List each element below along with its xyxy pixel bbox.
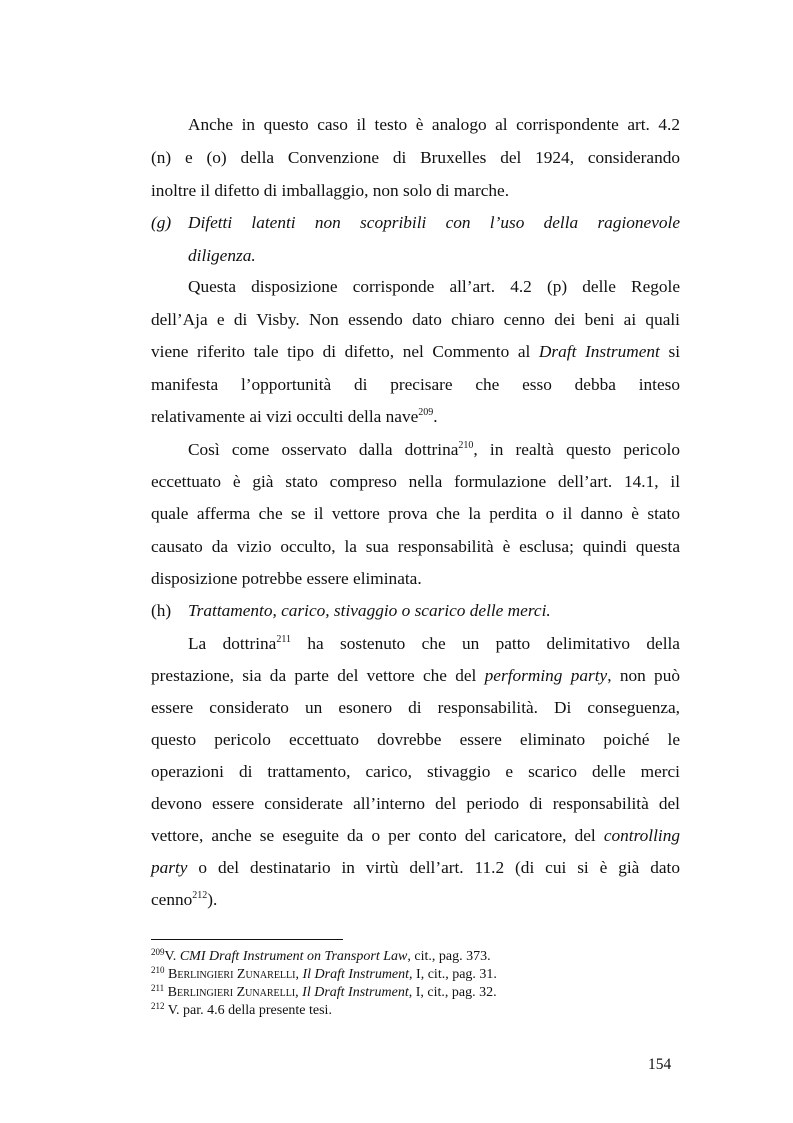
item-h-label: (h) <box>151 601 172 620</box>
p3-line-1: Così come osservato dalla dottrina$^{210}$, in realtà questo pericolo <box>188 440 680 459</box>
footnote-211: $^{211}$ Berlingieri Zunarelli, Il Draft Instrument, I, cit., pag. 32. <box>151 983 497 1000</box>
footnote-ref-211[interactable]: 211 <box>276 634 291 645</box>
p3-line-3: quale afferma che se il vettore prova che la perdita o il danno è stato <box>151 504 680 523</box>
footnote-ref-209[interactable]: 209 <box>418 407 434 418</box>
item-g-label: (g) <box>151 213 172 232</box>
page-number: 154 <box>648 1056 672 1073</box>
p2-line-4: manifesta l’opportunità di precisare che esso debba inteso <box>151 375 680 394</box>
p3-line-2: eccettuato è già stato compreso nella formulazione dell’art. 14.1, il <box>151 472 680 491</box>
p4-line-2: prestazione, sia da parte del vettore che del performing party, non può <box>151 666 680 685</box>
p3-line-4: causato da vizio occulto, la sua responsabilità è esclusa; quindi questa <box>151 537 680 556</box>
p4-line-9: cenno$^{212}$). <box>151 890 218 909</box>
p4-line-7: vettore, anche se eseguite da o per conto del caricatore, del controlling <box>151 826 680 845</box>
p4-line-4: questo pericolo eccettuato dovrebbe essere eliminato poiché le <box>151 730 680 749</box>
item-g-line-1: Difetti latenti non scopribili con l’uso della ragionevole <box>188 213 680 232</box>
p4-line-5: operazioni di trattamento, carico, stivaggio e scarico delle merci <box>151 762 680 781</box>
p1-line-1: Anche in questo caso il testo è analogo al corrispondente art. 4.2 <box>188 115 680 134</box>
footnote-ref-212[interactable]: 212 <box>192 890 208 901</box>
footnote-divider <box>151 939 343 940</box>
footnote-210: $^{210}$ Berlingieri Zunarelli, Il Draft Instrument, I, cit., pag. 31. <box>151 965 497 982</box>
p4-line-1: La dottrina$^{211}$ ha sostenuto che un patto delimitativo della <box>188 634 680 653</box>
footnote-212: $^{212}$ V. par. 4.6 della presente tesi. <box>151 1001 332 1018</box>
p2-line-3: viene riferito tale tipo di difetto, nel Commento al Draft Instrument si <box>151 342 680 361</box>
p3-line-5: disposizione potrebbe essere eliminata. <box>151 569 422 588</box>
p4-line-8: party o del destinatario in virtù dell’art. 11.2 (di cui si è già dato <box>151 858 680 877</box>
item-g-line-2: diligenza. <box>188 246 256 265</box>
p4-line-6: devono essere considerate all’interno del periodo di responsabilità del <box>151 794 680 813</box>
p2-line-2: dell’Aja e di Visby. Non essendo dato chiaro cenno dei beni ai quali <box>151 310 680 329</box>
footnote-ref-210[interactable]: 210 <box>458 440 474 451</box>
item-h-text: Trattamento, carico, stivaggio o scarico delle merci. <box>188 601 551 620</box>
p1-line-2: (n) e (o) della Convenzione di Bruxelles del 1924, considerando <box>151 148 680 167</box>
p1-line-3: inoltre il difetto di imballaggio, non solo di marche. <box>151 181 510 200</box>
p4-line-3: essere considerato un esonero di responsabilità. Di conseguenza, <box>151 698 680 717</box>
footnote-209: $^{209}$V. CMI Draft Instrument on Transport Law, cit., pag. 373. <box>151 947 491 964</box>
p2-line-5: relativamente ai vizi occulti della nave$^{209}$. <box>151 407 438 426</box>
p2-line-1: Questa disposizione corrisponde all’art. 4.2 (p) delle Regole <box>188 277 680 296</box>
